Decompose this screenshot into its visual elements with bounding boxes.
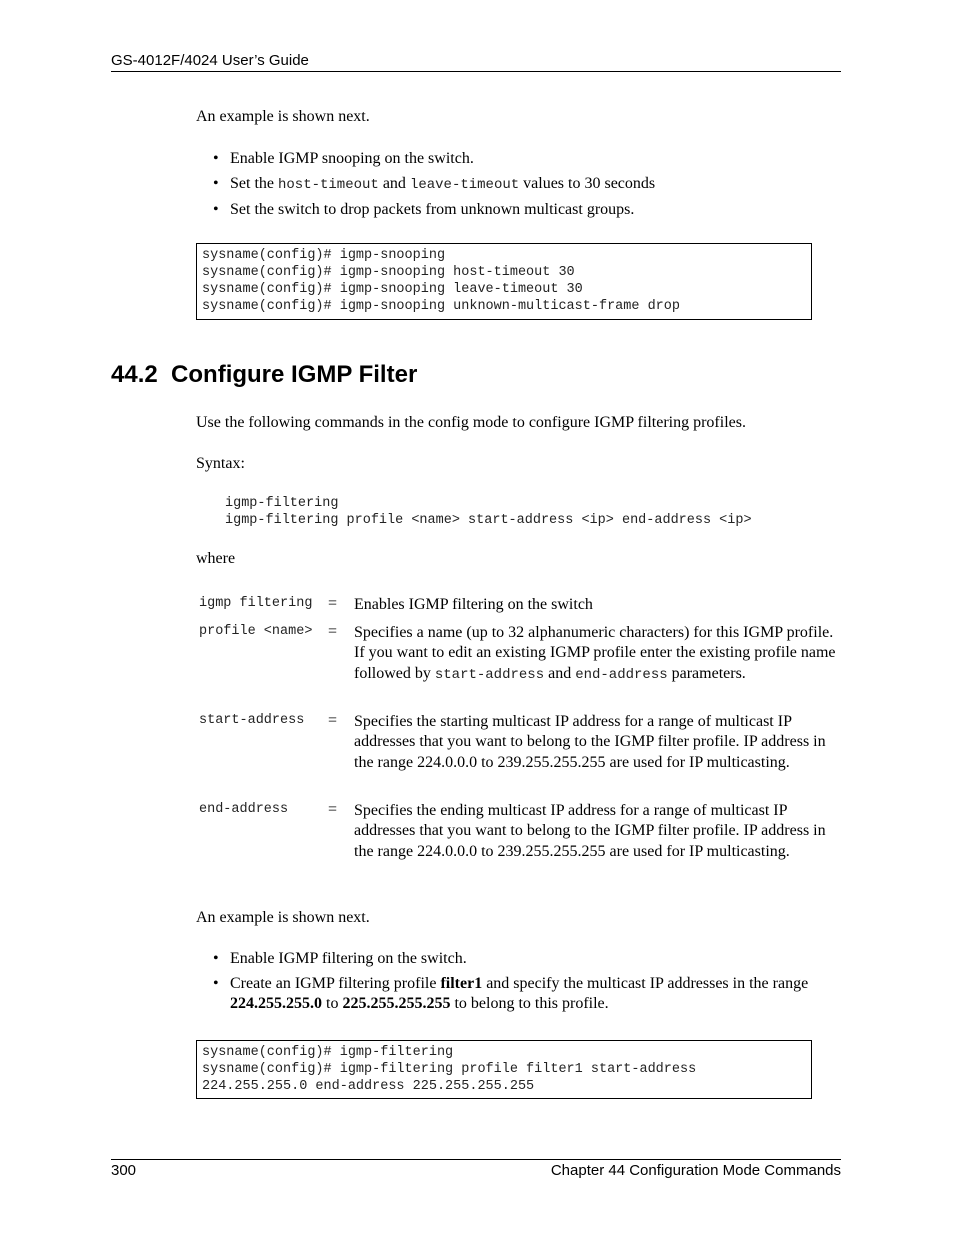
list-item: • Enable IGMP snooping on the switch.	[212, 149, 655, 169]
syntax-line: igmp-filtering profile <name> start-address <ip> end-address <ip>	[225, 513, 752, 528]
list-item: • Set the switch to drop packets from unknown multicast groups.	[212, 200, 655, 220]
list-item: • Set the host-timeout and leave-timeout values to 30 seconds	[212, 174, 655, 195]
section-title: 44.2 Configure IGMP Filter	[111, 361, 418, 388]
definition-description: Specifies the ending multicast IP address for a range of multicast IP addresses that you want to belong to the IGMP filter profile. IP address in the range 224.0.0.0 to 239.255.255.255 are used for IP multicasting.	[354, 802, 826, 860]
equals-sign: =	[328, 712, 338, 729]
section-intro-text: Use the following commands in the config mode to configure IGMP filtering profiles.	[196, 414, 746, 431]
page-number: 300	[111, 1162, 137, 1179]
bold-text: 225.255.255.255	[342, 995, 451, 1012]
filtering-code-example	[196, 1040, 812, 1099]
definition-term: profile <name>	[199, 624, 313, 639]
inline-code: start-address	[434, 666, 545, 683]
header-rule	[111, 71, 841, 72]
filtering-bullet-list	[212, 949, 812, 1019]
definition-term: igmp filtering	[199, 596, 313, 611]
list-item: • Create an IGMP filtering profile filter1 and specify the multicast IP addresses in the range 224.255.255.0 to 225.255.255.255 to belong to this profile.	[212, 974, 812, 1014]
definition-description: Specifies the starting multicast IP address for a range of multicast IP addresses that you want to belong to the IGMP filter profile. IP address in the range 224.0.0.0 to 239.255.255.255 are used for IP multicasting.	[354, 713, 826, 771]
code-line: sysname(config)# igmp-filtering	[202, 1045, 454, 1060]
where-label: where	[196, 550, 236, 567]
definition-description: Enables IGMP filtering on the switch	[354, 596, 593, 613]
list-item: • Enable IGMP filtering on the switch.	[212, 949, 812, 969]
intro-text: An example is shown next.	[196, 108, 370, 125]
page-header-title: GS-4012F/4024 User’s Guide	[111, 52, 309, 69]
equals-sign: =	[328, 595, 338, 612]
code-line: sysname(config)# igmp-snooping host-timeout 30	[202, 265, 575, 280]
equals-sign: =	[328, 801, 338, 818]
syntax-label: Syntax:	[196, 455, 245, 472]
snooping-bullet-list	[212, 149, 655, 225]
footer-rule	[111, 1159, 841, 1160]
code-line: sysname(config)# igmp-snooping leave-timeout 30	[202, 282, 583, 297]
inline-code: end-address	[575, 666, 668, 683]
syntax-block	[225, 495, 752, 529]
chapter-title: Chapter 44 Configuration Mode Commands	[550, 1162, 841, 1179]
intro-text-2: An example is shown next.	[196, 909, 370, 926]
definition-description: Specifies a name (up to 32 alphanumeric characters) for this IGMP profile. If you want to edit an existing IGMP profile enter the existing profile name followed by start-address and end-address parameters.	[354, 624, 836, 683]
equals-sign: =	[328, 623, 338, 640]
code-line: sysname(config)# igmp-snooping	[202, 248, 446, 263]
code-line: sysname(config)# igmp-snooping unknown-multicast-frame drop	[202, 299, 680, 314]
definition-term: start-address	[199, 713, 305, 728]
code-line: sysname(config)# igmp-filtering profile filter1 start-address	[202, 1062, 697, 1077]
definition-term: end-address	[199, 802, 289, 817]
snooping-code-example	[196, 243, 812, 320]
code-line: 224.255.255.0 end-address 225.255.255.255	[202, 1079, 535, 1094]
inline-code: leave-timeout	[409, 177, 520, 193]
syntax-line: igmp-filtering	[225, 496, 339, 511]
bold-text: filter1	[440, 975, 483, 992]
inline-code: host-timeout	[278, 177, 379, 193]
bold-text: 224.255.255.0	[230, 995, 322, 1012]
